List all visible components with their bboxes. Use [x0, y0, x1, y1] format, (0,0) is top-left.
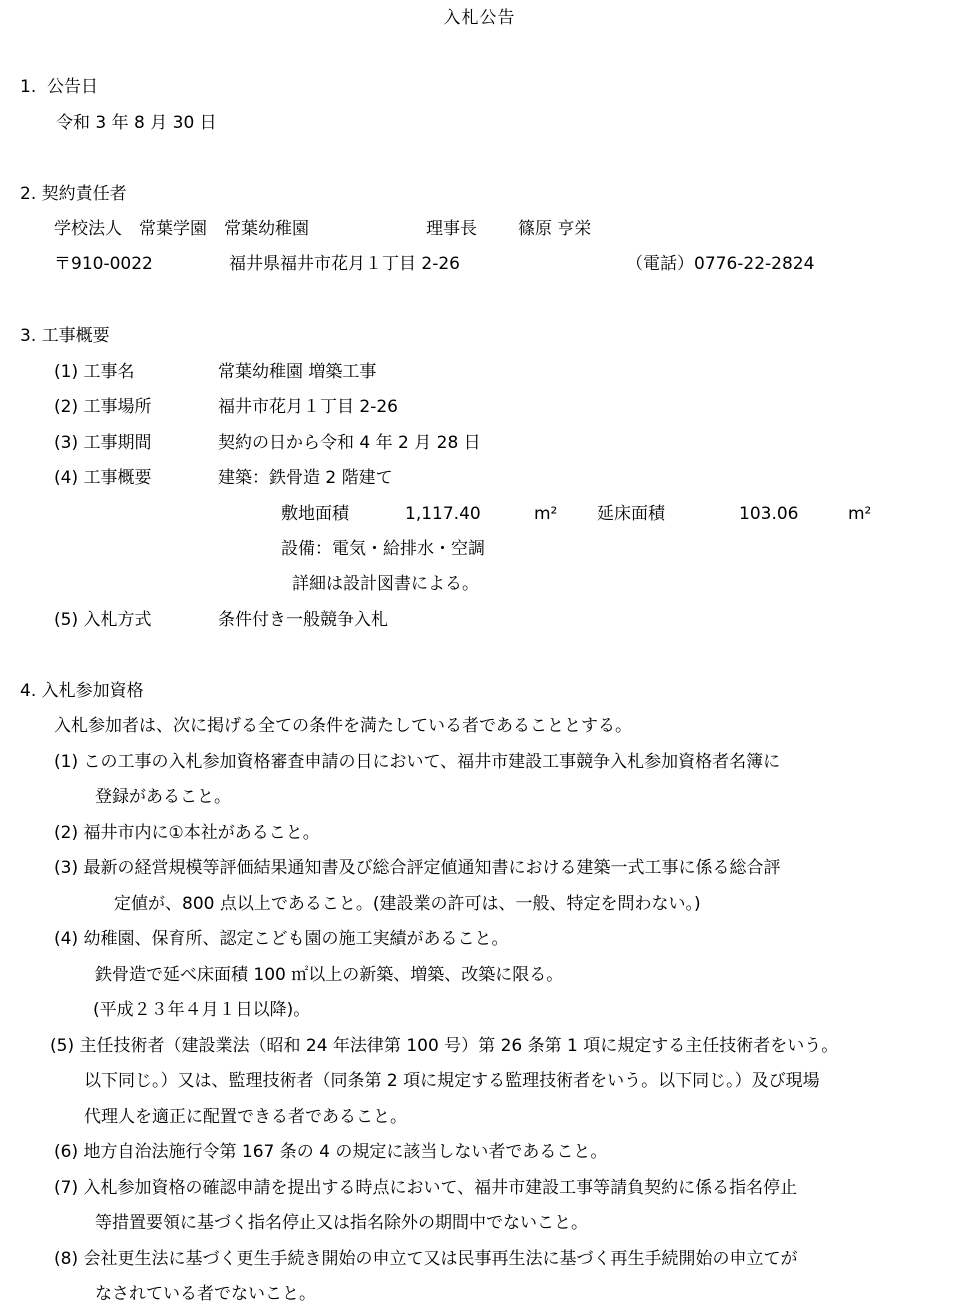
site-area-label: 敷地面積	[281, 504, 349, 524]
site-area-value: 1,117.40	[405, 504, 481, 524]
work-item-label: (2) 工事場所	[54, 397, 152, 417]
qualification-line: (3) 最新の経営規模等評価結果通知書及び総合評定値通知書における建築一式工事に係る総合評	[54, 858, 781, 878]
work-item-value: 条件付き一般競争入札	[218, 610, 388, 630]
notice-date: 令和 3 年 8 月 30 日	[56, 113, 217, 133]
qualification-line: (平成２３年４月１日以降)。	[93, 1000, 311, 1020]
contract-org: 学校法人 常葉学園 常葉幼稚園	[54, 219, 309, 239]
document-title: 入札公告	[443, 8, 516, 28]
work-item-label: (4) 工事概要	[54, 468, 152, 488]
equipment-line: 設備：電気・給排水・空調	[281, 539, 485, 559]
postal-code: 〒910-0022	[54, 254, 153, 274]
detail-line: 詳細は設計図書による。	[292, 574, 479, 594]
qualification-line: (1) この工事の入札参加資格審査申請の日において、福井市建設工事競争入札参加資格者名簿に	[54, 752, 781, 772]
qualification-line: (7) 入札参加資格の確認申請を提出する時点において、福井市建設工事等請負契約に係る指名停止	[54, 1178, 798, 1198]
contract-phone: （電話）0776-22-2824	[626, 254, 815, 274]
qualification-line: 以下同じ。）又は、監理技術者（同条第 2 項に規定する監理技術者をいう。以下同じ。）及び現場	[84, 1071, 820, 1091]
site-area-unit: m²	[534, 504, 558, 524]
qualification-line: なされている者でないこと。	[95, 1284, 316, 1304]
section-1-heading: 1. 公告日	[20, 77, 99, 97]
qualification-line: (2) 福井市内に①本社があること。	[54, 823, 320, 843]
work-item-label: (5) 入札方式	[54, 610, 152, 630]
work-item-value: 契約の日から令和 4 年 2 月 28 日	[218, 433, 481, 453]
qualification-line: 代理人を適正に配置できる者であること。	[84, 1107, 407, 1127]
floor-area-label: 延床面積	[597, 504, 665, 524]
qualification-line: (5) 主任技術者（建設業法（昭和 24 年法律第 100 号）第 26 条第 1 項に規定する主任技術者をいう。	[50, 1036, 839, 1056]
work-item-value: 建築：鉄骨造 2 階建て	[218, 468, 393, 488]
work-item-value: 福井市花月１丁目 2-26	[218, 397, 398, 417]
section-4-heading: 4. 入札参加資格	[20, 681, 144, 701]
qualification-line: 等措置要領に基づく指名停止又は指名除外の期間中でないこと。	[95, 1213, 588, 1233]
contract-address: 福井県福井市花月１丁目 2-26	[229, 254, 460, 274]
contract-role: 理事長	[426, 219, 477, 239]
section-3-heading: 3. 工事概要	[20, 326, 110, 346]
qualification-line: (4) 幼稚園、保育所、認定こども園の施工実績があること。	[54, 929, 509, 949]
qualification-line: (8) 会社更生法に基づく更生手続き開始の申立て又は民事再生法に基づく再生手続開始の申立てが	[54, 1249, 798, 1269]
qualification-line: 鉄骨造で延べ床面積 100 ㎡以上の新築、増築、改築に限る。	[95, 965, 564, 985]
floor-area-value: 103.06	[739, 504, 799, 524]
qualification-intro: 入札参加者は、次に掲げる全ての条件を満たしている者であることとする。	[54, 716, 632, 736]
qualification-line: 登録があること。	[95, 787, 231, 807]
work-item-label: (3) 工事期間	[54, 433, 152, 453]
work-item-value: 常葉幼稚園 増築工事	[218, 362, 377, 382]
qualification-line: (6) 地方自治法施行令第 167 条の 4 の規定に該当しない者であること。	[54, 1142, 608, 1162]
contract-person: 篠原 亨栄	[518, 219, 592, 239]
qualification-line: 定値が、800 点以上であること。(建設業の許可は、一般、特定を問わない。)	[114, 894, 701, 914]
section-2-heading: 2. 契約責任者	[20, 184, 127, 204]
floor-area-unit: m²	[848, 504, 872, 524]
work-item-label: (1) 工事名	[54, 362, 135, 382]
